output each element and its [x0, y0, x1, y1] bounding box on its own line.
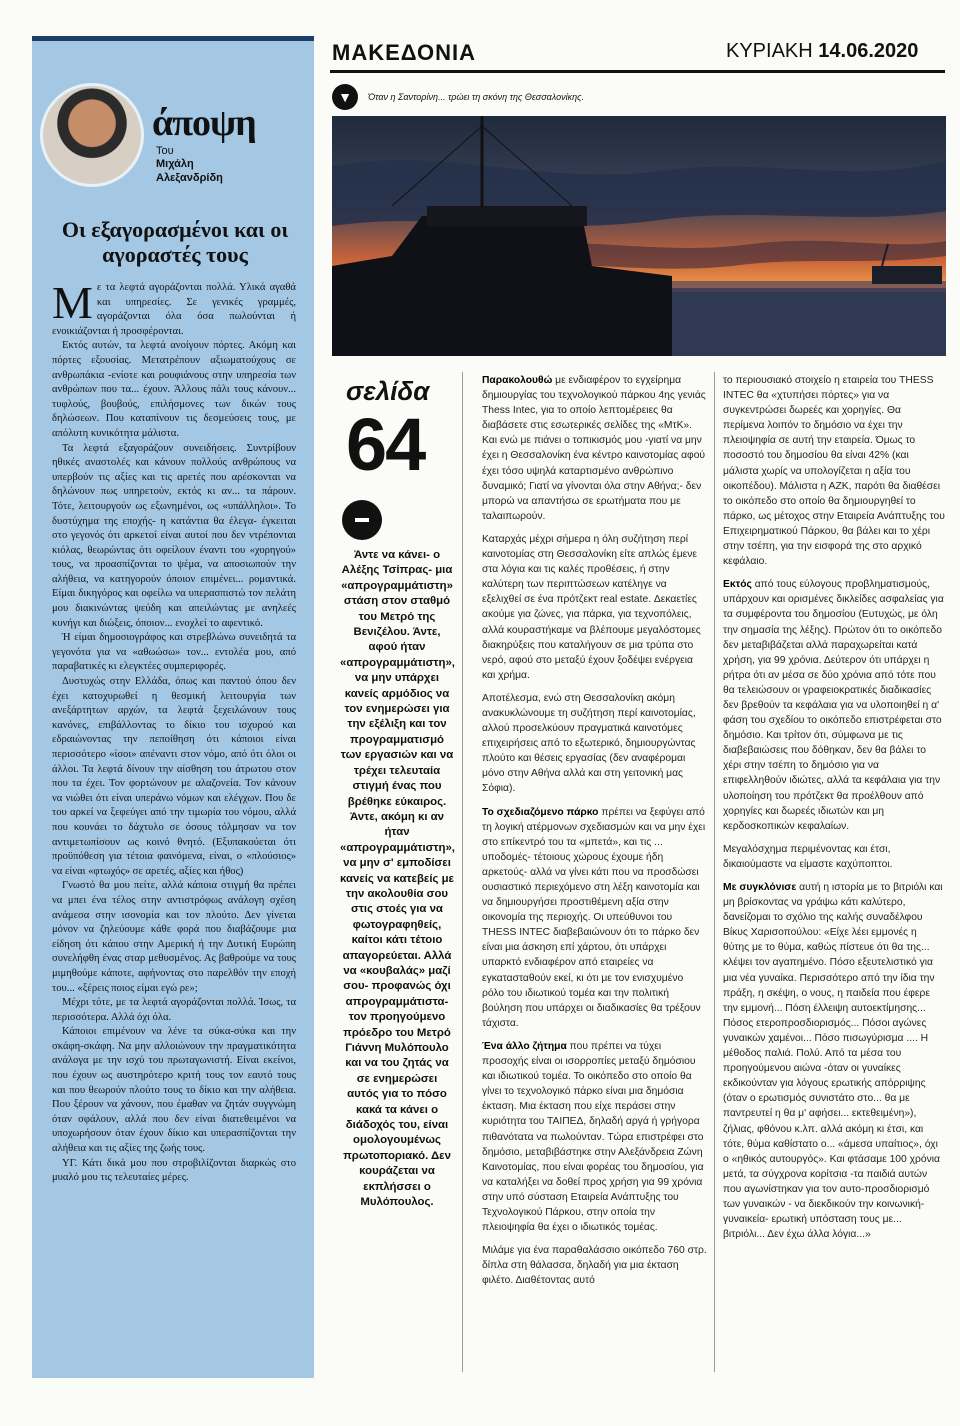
selida-number: 64 [346, 403, 425, 486]
column-divider [462, 372, 463, 1372]
article-paragraph: Το σχεδιαζόμενο πάρκο πρέπει να ξεφύγει από τη λογική ατέρμονων σχεδιασμών και να μην έχει στο επίκεντρό του τα «μπετά», και τις ... υποδομές- τέτοιους χώρους έχουμε ήδη αρκετούς- αλλά να γίνει κάτι που να προσδώσει ουσιαστικό περιεχόμενο στη λέξη καινοτομία και να δημιουργήσει προστιθέμενη αξία στην οικονομία της περιοχής. Οι υπεύθυνοι του THESS INTEC διαβεβαιώνουν ότι το πάρκο δεν είναι μια άσκηση επί χάρτου, ότι υπάρχει υπαρκτό ενδιαφέρον από εταιρείες να εγκατασταθούν εκεί, κι ότι με τον ενισχυμένο ρόλο του ιδιωτικού τομέα και την πολιτική βούληση που υπάρχει οι διαδικασίες θα τρέξουν τάχιστα. [482, 806, 706, 1029]
opinion-paragraph: Γνωστό θα μου πείτε, αλλά κάποια στιγμή θα πρέπει να μπει ένα τέλος στην αντιστρόφως ανάλογη σχέση ανάμεσα στην ισονομία και τον πλούτο. Δεν γίνεται μόνον να ζηλεύουμε κάθε φορά που διαβάζουμε μια είδηση ότι κάπου στην Αμερική ή την Δυτική Ευρώπη συνελήφθη ένας σταρ μεθυσμένος. Ας βαθρούμε να τους μιμηθούμε κάποτε, αφήνοντας στο παρελθόν την εποχή του... «ξέρεις ποιος είμαι εγώ ρε»; [52, 880, 296, 994]
opinion-paragraph: Κάποιοι επιμένουν να λένε τα σύκα-σύκα και την σκάφη-σκάφη. Να μην αλλοιώνουν την πραγματικότητα ανάλογα με την ισχύ του πρωταγωνιστή. Είναι εκείνοι, που έχουν ως αυστηρότερο κριτή τους τον εαυτό τους και που θεωρούν πλούτο τους το δίκιο και την αλήθεια. Που ξέρουν να χάνουν, που έμαθαν να ζητάν συγγνώμη όταν σφάλουν, αλλά που δεν είναι διατεθειμένοι να υποχωρήσουν όταν έχουν δίκιο και υπερασπίζονται την αλήθεια και τις αξίες της ζωής τους. [52, 1026, 296, 1155]
sunset-photo [332, 116, 946, 356]
article-paragraph: το περιουσιακό στοιχείο η εταιρεία του THESS INTEC θα «χτυπήσει πόρτες» για να συγκεντρώσει δωρεές και χορηγίες. Θα περίμενα λοιπόν το δημόσιο να έχει την πλειοψηφία σε αυτή την εταιρεία. Όμως το ποσοστό του δημοσίου θα είναι 42% (και μάλιστα χωρίς να υπολογίζεται η αξία του οικοπέδου). Μάλιστα η ΑΖΚ, παρότι θα διαθέσει το οικόπεδο στο οποίο θα δημιουργηθεί το πάρκο, ως μέτοχος στην Εταιρεία Ανάπτυξης του Επιχειρηματικού Πάρκου, θα βάλει και το χέρι στην τσέπη, για την εισφορά της στο αρχικό κεφάλαιο. [723, 375, 945, 568]
dateline [726, 40, 918, 63]
photo-caption: Όταν η Σαντορίνη... τρώει τη σκόνη της Θεσσαλονίκης. [368, 92, 584, 102]
article-column-3 [723, 373, 945, 1250]
opinion-body [52, 277, 296, 1186]
photo-illustration [332, 116, 946, 356]
date-label: 14.06.2020 [818, 40, 919, 62]
author-first-name: Μιχάλη [156, 158, 194, 170]
article-column-2 [482, 373, 708, 1296]
article-paragraph: Μιλάμε για ένα παραθαλάσσιο οικόπεδο 760 στρ. δίπλα στη θάλασσα, δηλαδή για μια έκταση φιλέτο. Διαθέτοντας αυτό [482, 1245, 707, 1287]
article-paragraph: Μεγαλόσχημα περιμένοντας και έτσι, δικαιούμαστε να είμαστε καχύποπτοι. [723, 843, 893, 870]
opinion-paragraph: Εκτός αυτών, τα λεφτά ανοίγουν πόρτες. Ακόμη και πόρτες εξουσίας. Μετατρέπουν αξιωματούχους σε ανθρωπάκια -ενίοτε και ρουφιάνους στην υπηρεσία των ανθρώπων που τα... έχουν. Άλλους πάλι τους κάνουν... τυφλούς, βουβούς, επιλήσμονες των δικών τους δηλώσεων. Που καταπίνουν τις δεσμεύσεις τους, με απόλυτη κυνικότητα μάλιστα. [52, 340, 296, 439]
article-paragraph: Καταρχάς μέχρι σήμερα η όλη συζήτηση περί καινοτομίας στη Θεσσαλονίκη είτε απλώς έμενε στα λόγια και τις καλές προθέσεις, ή στην καλύτερη των περιπτώσεων κατέληγε να εξελιχθεί σε ένα πρότζεκτ real estate. Δεκαετίες ακούμε για ζώνες, για πάρκα, για τεχνοπόλεις, αλλά κουραστήκαμε να βλέπουμε μεγαλόστομες διακηρύξεις που καταλήγουν σε μια τρύπα στο νερό, αφού στο μεταξύ έχουν ξοδέψει ενέργεια και χρήμα. [482, 533, 701, 681]
opinion-paragraph: Τα λεφτά εξαγοράζουν συνειδήσεις. Συντρίβουν ηθικές αναστολές και κάνουν πολλούς ανθρώπους να υπερβούν τις αξίες και τις αρετές που αρέσκονται να δηλώνουν πως υπηρετούν, εκτός κι αν... τα πάρουν. Τότε, λειτουργούν ως εξωνημένοι, ως «υπάλληλοι». Το δυστύχημα της εποχής- η κατάντια θα έλεγα- έγκειται στο γεγονός ότι αρκετοί είναι αυτοί που δεν ντρέπονται κιόλας, θεωρώντας ότι οφείλουν έναντι του «χορηγού» τους, να προασπίζονται το ψέμα, να αποσιωπούν την αλήθεια, να κατηγορούν όποιον επιμένει... ρομαντικά. Είμαι δικηγόρος και οφείλω να υπερασπιστώ τον πελάτη μου διακινώντας ψεύδη και απειλώντας με ανηλεές κυνήγι και διώξεις, όποιον... ενοχλεί το αφεντικό. [52, 442, 296, 629]
author-last-name: Αλεξανδρίδη [156, 172, 223, 184]
opinion-paragraph: ΥΓ. Κάτι δικά μου που στροβιλίζονται διαρκώς στο μυαλό μου τις τελευταίες μέρες. [52, 1157, 296, 1184]
column-divider [714, 372, 715, 1372]
article-paragraph: Εκτός από τους εύλογους προβληματισμούς, υπάρχουν και ορισμένες δικλείδες ασφαλείας για τα συμφέροντα του δημοσίου (Ευτυχώς, με όλη την σημασία της λέξης). Πρώτον ότι το οικόπεδο δεν μεταβιβάζεται αλλά παραχωρείται κατά χρήση, για 99 χρόνια. Δεύτερον ότι υπάρχει η ρήτρα ότι αν μέσα σε δύο χρόνια από τότε που θα τελειώσουν οι γραφειοκρατικές διαδικασίες δεν βρεθούν τα κεφάλαια για να υλοποιηθεί η α' φάση του σχεδίου το οικόπεδο επιστρέφεται στο δημόσιο. Και τρίτον ότι, σύμφωνα με τις διαβεβαιώσεις που δόθηκαν, δεν θα βάλει το χέρι στην τσέπη το δημόσιο για να επιφελληθούν ιδιώτες, αλλά τα κεφάλαια για την υλοποίηση του πρότζεκτ θα προέλθουν από χορηγίες και δωρεές ιδιωτών και μη κερδοσκοπικών κεφαλαίων. [723, 579, 944, 832]
author-name [156, 157, 223, 185]
opinion-paragraph: Ή είμαι δημοσιογράφος και στρεβλώνω συνειδητά τα γεγονότα για να «αθωώσω» τον... εντολέα μου, από παραβατικές κι ελεγκτέες συμπεριφορές. [52, 632, 296, 673]
selida-text: Άντε να κάνει- ο Αλέξης Τσίπρας- μια «απρογραμμάτιστη» στάση στον σταθμό του Μετρό της Βενιζέλου. Άντε, αφού ήταν «απρογραμμάτιστη», να μην υπάρχει κανείς αρμόδιος να τον ενημερώσει για την εξέλιξη και τον προγραμματισμό των εργασιών και να τρέχει τελευταία στιγμή ένας που βρέθηκε εύκαιρος. Άντε, ακόμη κι αν ήταν «απρογραμμάτιστη», να μην σ' εμποδίσει κανείς να κατεβείς με την ακολουθία σου στις στοές για να φωτογραφηθείς, καίτοι κάτι τέτοιο απαγορεύεται. Αλλά να «κουβαλάς» μαζί σου- προφανώς όχι απρογραμμάτιστα- τον προηγούμενο πρόεδρο του Μετρό Γιάννη Μυλόπουλο και να του ζητάς να σε ενημερώσει αυτός για το πόσο κακά τα κάνει ο διάδοχός του, είναι ομολογουμένως πρωτοποριακό. Δεν κουράζεται να εκπλήσσει ο Μυλόπουλος. [340, 549, 455, 1209]
section-title: άποψη [152, 102, 256, 144]
newspaper-masthead: ΜΑΚΕΔΟΝΙΑ [332, 40, 476, 65]
author-avatar [40, 83, 144, 187]
opinion-paragraph: Μέχρι τότε, με τα λεφτά αγοράζονται πολλά. Ίσως, τα περισσότερα. Αλλά όχι όλα. [52, 997, 296, 1023]
minus-icon [342, 500, 382, 540]
article-paragraph: Παρακολουθώ με ενδιαφέρον το εγχείρημα δημιουργίας του τεχνολογικού πάρκου 4ης γενιάς Thess Intec, για το οποίο λεπτομέρειες θα διαβάσετε στις εσωτερικές σελίδες της «ΜτΚ». Και ενώ με πιάνει ο τοπικισμός μου -γιατί να μην έχει η Θεσσαλονίκη ένα κέντρο καινοτομίας αφού έχει τόσο υψηλά καταρτισμένο ανθρώπινο δυναμικό; Γιατί να γίνονται όλα στην Αθήνα;- δεν μπορώ να απαντήσω σε ερωτήματα που με ταλαιπωρούν. [482, 375, 706, 522]
article-paragraph: Ένα άλλο ζήτημα που πρέπει να τύχει προσοχής είναι οι ισορροπίες μεταξύ δημόσιου και ιδιωτικού τομέα. Το οικόπεδο στο οποίο θα γίνει το τεχνολογικό πάρκο είναι μια δημόσια έκταση. Μια έκταση που είχε περάσει στην κυριότητα του ΤΑΙΠΕΔ, δηλαδή αργά ή γρήγορα πιθανότατα να πωλούνταν. Τώρα επιστρέφει στο δημόσιο, μεταβιβάστηκε στην Αλεξάνδρεια Ζώνη Καινοτομίας, που είναι φορέας του δημοσίου, για να καταλήξει να δοθεί προς χρήση για 99 χρόνια στην υπό σύσταση Εταιρεία Ανάπτυξης του Τεχνολογικού Πάρκου, στην οποία την πλειοψηφία θα έχει ο ιδιωτικός τομέας. [482, 1040, 704, 1234]
opinion-column [32, 36, 314, 1378]
chevron-down-icon: ▼ [332, 84, 358, 110]
drop-cap: Μ [52, 277, 93, 328]
article-paragraph: Αποτέλεσμα, ενώ στη Θεσσαλονίκη ακόμη ανακυκλώνουμε τη συζήτηση περί καινοτομίας, αλλού προσελκύουν πραγματικά καινοτόμες επιχειρήσεις από το εξωτερικό, δημιουργώντας πλούτο και θέσεις εργασίας (δεν αναφέρομαι μόνο στην Αθήνα αλλά και στη γειτονική μας Σόφια). [482, 692, 696, 795]
header-divider [330, 70, 945, 73]
byline-prefix: Του [156, 145, 174, 157]
article-paragraph: Με συγκλόνισε αυτή η ιστορία με το βιτριόλι και μη βρίσκοντας να γράψω κάτι καλύτερο, δανείζομαι το σχόλιο της καλής συναδέλφου Βίκυς Χαρισοπούλου: «Είχε λέει εμμονές η θύτης με το θύμα, καθώς πίστευε ότι θα της... κλέψει τον αγαπημένο. Πόσο εξευτελιστικό για μια νέα γυναίκα. Περισσότερο από την ίδια την πράξη, η σκέψη, ο νους, η παιδεία που έφερε την εμμονή... Πόση έλλειψη αυτοεκτίμησης... Πόσος ετεροπροσδιορισμός... Πόσοι αγώνες γυναικών χαμένοι... Πόσο πισωγύρισμα .... Η μέθοδος παλιά. Πολύ. Από τα μέσα του προηγούμενου αιώνα -όταν οι γυναίκες εκδικούνταν για λόγους ερωτικής απόρριψης (όταν ο ερωτισμός συνιστάτο στο... θα με παντρευτεί η θα μ' αφήσει... εκτεθειμένη»), ζήλιας, φθόνου κ.λπ. αλλά ακόμη κι έτσι, και τότε, θύμα καθίστατο ο... «άμεσα υπαίτιος», όχι ο «ηθικός αυτουργός». Και φτάσαμε 100 χρόνια μετά, τα σύγχρονα κορίτσια -τα παιδιά αυτών που αγωνίστηκαν για τον αυτο-προσδιορισμό των γυναικών - να διεκδικούν την κοινωνική- γυναικεία- ερωτική υπόσταση τους με... βιτριόλι... Δεν έχω άλλα λόγια...» [723, 882, 943, 1241]
opinion-headline: Οι εξαγορασμένοι και οι αγοραστές τους [61, 217, 289, 267]
opinion-paragraph: Δυστυχώς στην Ελλάδα, όπως και παντού όπου δεν έχει κατοχυρωθεί η θεσμική λειτουργία των ανεξάρτητων αρχών, τα λεφτά ξεχειλώνουν τους κανόνες, επιβάλλοντας το δίκιο του ισχυρού και εδραιώνοντας την πεποίθηση ότι κάποιοι είναι περισσότερο «ίσοι» απέναντι στον νόμο, από ότι όλοι οι άλλοι. Τα λεφτά δίνουν την αίσθηση του άτρωτου στον που τα έχει. Τον φορτώνουν με αλαζονεία. Τον κάνουν να νιώθει ότι είναι υπεράνω νόμων και ελέγχων. Που δε του αρκεί να ξεφεύγει από την τιμωρία του νόμου, αλλά που κουνάει το δάχτυλο σε όσους τόλμησαν να τον αντιμετωπίσουν ως κοινό θνητό. (Εξυπακούεται ότι προϋπόθεση για τέτοια φαινόμενα, είναι, ο «πλούσιος» να είναι «φτωχός» σε αρετές, αξίες και ήθος) [52, 676, 296, 877]
day-label: ΚΥΡΙΑΚΗ [726, 40, 813, 62]
opinion-paragraph: Με τα λεφτά αγοράζονται πολλά. Υλικά αγαθά και υπηρεσίες. Σε γενικές γραμμές, αγοράζονται όλα όσα πωλούνται ή ενοικιάζονται ή προσφέρονται. [52, 277, 296, 337]
selida-label: σελίδα [346, 376, 430, 406]
